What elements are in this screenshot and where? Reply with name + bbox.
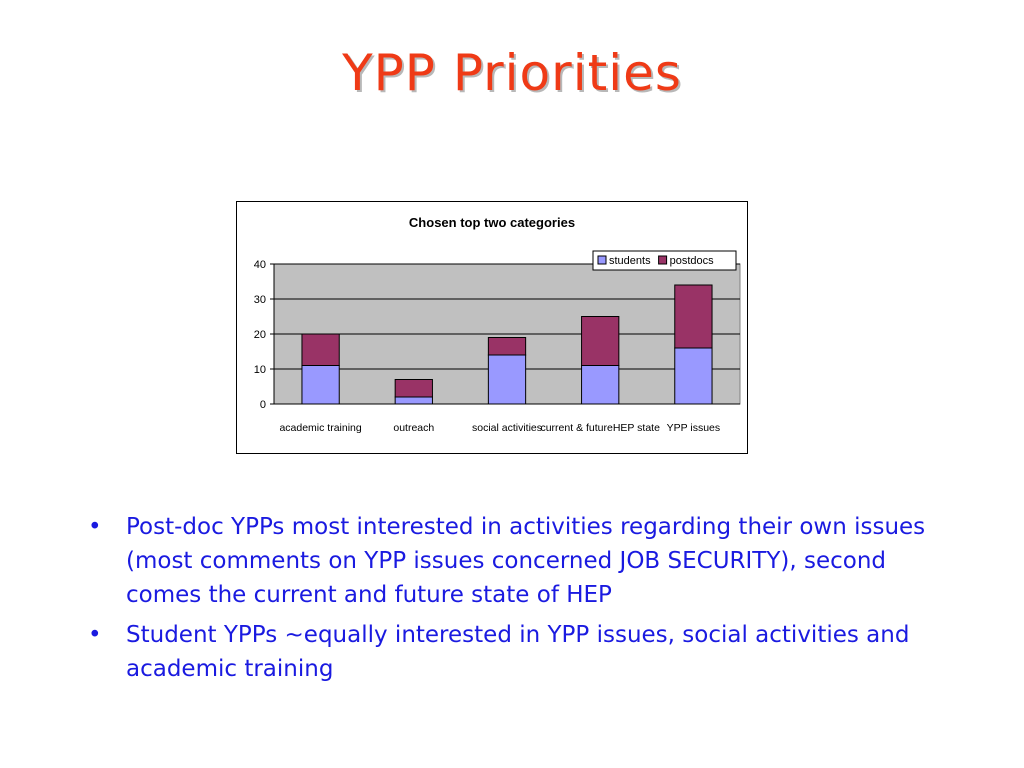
y-tick-label: 30 [253, 294, 266, 306]
bar-students [395, 397, 432, 404]
bar-students [488, 355, 525, 404]
legend-label-students: students [609, 255, 651, 267]
chart-container [236, 201, 748, 454]
bar-students [582, 366, 619, 405]
x-tick-label: academic training [279, 422, 362, 434]
legend-swatch-students [598, 256, 606, 264]
bar-students [302, 366, 339, 405]
bar-postdocs [302, 334, 339, 366]
bullet-icon: • [88, 622, 102, 648]
bar-postdocs [395, 380, 432, 398]
bullet-list [88, 510, 948, 692]
y-tick-label: 40 [253, 259, 266, 271]
bullet-item [88, 618, 948, 686]
y-tick-label: 0 [259, 399, 266, 411]
bar-postdocs [488, 338, 525, 356]
x-tick-label: current & futureHEP state [540, 422, 660, 434]
bullet-item [88, 510, 948, 612]
bar-postdocs [582, 317, 619, 366]
x-tick-label: social activities [471, 422, 543, 434]
legend-swatch-postdocs [659, 256, 667, 264]
bullet-text: Post-doc YPPs most interested in activities regarding their own issues (most comments on YPP issues concerned JOB SECURITY), second comes the current and future state of HEP [126, 514, 926, 608]
bullet-icon: • [88, 514, 102, 540]
bar-chart [237, 202, 747, 453]
bullet-text: Student YPPs ~equally interested in YPP issues, social activities and academic training [126, 622, 910, 682]
chart-title: Chosen top two categories [408, 215, 576, 230]
legend-label-postdocs: postdocs [669, 255, 714, 267]
slide-title: YPP Priorities [342, 44, 682, 102]
x-tick-label: outreach [393, 422, 435, 434]
y-tick-label: 20 [253, 329, 266, 341]
x-tick-label: YPP issues [666, 422, 721, 434]
bar-students [675, 348, 712, 404]
bar-postdocs [675, 285, 712, 348]
y-tick-label: 10 [253, 364, 266, 376]
